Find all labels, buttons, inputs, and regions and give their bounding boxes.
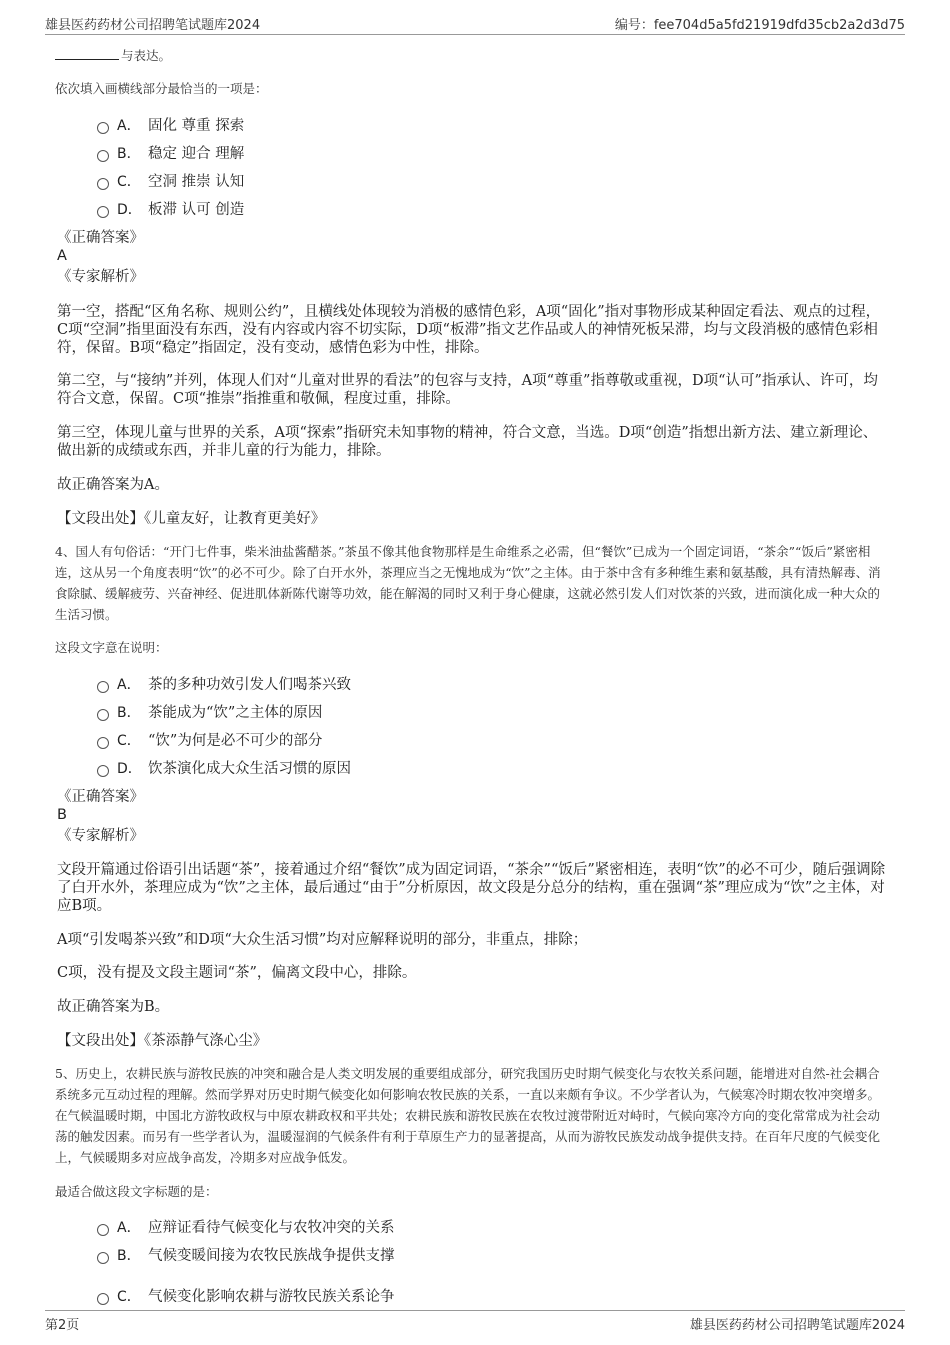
option-text: “饮”为何是必不可少的部分 <box>148 733 323 749</box>
option-letter: B． <box>117 146 141 162</box>
option-text: 气候变化影响农耕与游牧民族关系论争 <box>148 1289 395 1305</box>
q3-source: 【文段出处】《儿童友好，让教育更美好》 <box>57 511 326 527</box>
option-letter: A． <box>117 1220 141 1236</box>
option-text: 固化 尊重 探索 <box>148 118 245 134</box>
radio-icon[interactable] <box>97 737 109 749</box>
option-letter: C． <box>117 1289 141 1305</box>
radio-icon[interactable] <box>97 150 109 162</box>
header-title: 雄县医药药材公司招聘笔试题库2024 <box>45 18 261 33</box>
q4-analysis-p2: A项“引发喝茶兴致”和D项“大众生活习惯”均对应解释说明的部分，非重点，排除； <box>57 932 588 948</box>
option-letter: C． <box>117 174 141 190</box>
radio-icon[interactable] <box>97 765 109 777</box>
q5-prompt: 最适合做这段文字标题的是： <box>55 1184 218 1199</box>
q3-answer: A <box>57 248 67 264</box>
radio-icon[interactable] <box>97 206 109 218</box>
q3-analysis-p4: 故正确答案为A。 <box>57 477 169 493</box>
q3-answer-label: 《正确答案》 <box>57 230 144 246</box>
option-text: 空洞 推崇 认知 <box>148 174 245 190</box>
q4-analysis-p1: 文段开篇通过俗语引出话题“茶”，接着通过介绍“餐饮”成为固定词语，“茶余”“饭后”紧密相连，表明“饮”的必不可少，随后强调除了白开水外，茶理应成为“饮”之主体，最后通过“由于”分析原因，故文段是分总分的结构，重在强调“茶”理应成为“饮”之主体，对应B项。 <box>57 862 886 914</box>
q4-prompt: 这段文字意在说明： <box>55 640 168 655</box>
radio-icon[interactable] <box>97 1224 109 1236</box>
footer-title: 雄县医药药材公司招聘笔试题库2024 <box>689 1318 905 1333</box>
radio-icon[interactable] <box>97 178 109 190</box>
option-text: 饮茶演化成大众生活习惯的原因 <box>148 761 351 777</box>
q3-analysis-p2: 第二空，与“接纳”并列，体现人们对“儿童对世界的看法”的包容与支持，A项“尊重”指尊敬或重视，D项“认可”指承认、许可，均符合文意，保留。C项“推崇”指推重和敬佩，程度过重，排除。 <box>57 373 878 407</box>
q3-tail-text: 与表达。 <box>121 48 172 63</box>
q4-analysis-label: 《专家解析》 <box>57 828 144 844</box>
option-letter: B． <box>117 705 141 721</box>
page-number: 第2页 <box>45 1318 80 1333</box>
option-text: 气候变暖间接为农牧民族战争提供支撑 <box>148 1248 395 1264</box>
q4-stem: 4、国人有句俗话：“开门七件事，柴米油盐酱醋茶。”茶虽不像其他食物那样是生命维系之必需，但“餐饮”已成为一个固定词语，“茶余”“饭后”紧密相连，这从另一个角度表明“饮”的必不可少。除了白开水外，茶理应当之无愧地成为“饮”之主体。由于茶中含有多种维生素和氨基酸，具有清热解毒、消食除腻、缓解疲劳、兴奋神经、促进肌体新陈代谢等功效，能在解渴的同时又利于身心健康，这就必然引发人们对饮茶的兴致，进而演化成一种大众的生活习惯。 <box>55 544 881 622</box>
option-text: 稳定 迎合 理解 <box>148 146 245 162</box>
radio-icon[interactable] <box>97 709 109 721</box>
header-divider <box>45 34 905 35</box>
q4-analysis-p3: C项，没有提及文段主题词“茶”，偏离文段中心，排除。 <box>57 965 417 981</box>
option-letter: B． <box>117 1248 141 1264</box>
option-letter: A． <box>117 677 141 693</box>
radio-icon[interactable] <box>97 681 109 693</box>
option-letter: A． <box>117 118 141 134</box>
option-text: 应辩证看待气候变化与农牧冲突的关系 <box>148 1220 395 1236</box>
option-letter: D． <box>117 202 142 218</box>
document-id: 编号：fee704d5a5fd21919dfd35cb2a2d3d75 <box>614 18 905 33</box>
option-text: 板滞 认可 创造 <box>148 202 245 218</box>
option-text: 茶的多种功效引发人们喝茶兴致 <box>148 677 351 693</box>
footer-divider <box>45 1310 905 1311</box>
q4-answer-label: 《正确答案》 <box>57 789 144 805</box>
q4-analysis-p4: 故正确答案为B。 <box>57 999 170 1015</box>
q3-analysis-p1: 第一空，搭配“区角名称、规则公约”，且横线处体现较为消极的感情色彩，A项“固化”指对事物形成某种固定看法、观点的过程，C项“空洞”指里面没有东西，没有内容或内容不切实际，D项“板滞”指文艺作品或人的神情死板呆滞，均与文段消极的感情色彩相符，保留。B项“稳定”指固定，没有变动，感情色彩为中性，排除。 <box>57 304 881 356</box>
q3-analysis-label: 《专家解析》 <box>57 269 144 285</box>
q4-source: 【文段出处】《茶添静气涤心尘》 <box>57 1033 268 1049</box>
q3-analysis-p3: 第三空，体现儿童与世界的关系，A项“探索”指研究未知事物的精神，符合文意，当选。D项“创造”指想出新方法、建立新理论、做出新的成绩或东西，并非儿童的行为能力，排除。 <box>57 425 878 459</box>
radio-icon[interactable] <box>97 122 109 134</box>
q3-stem-tail <box>55 46 171 64</box>
q3-prompt: 依次填入画横线部分最恰当的一项是： <box>55 81 268 96</box>
q4-answer: B <box>57 807 67 823</box>
option-text: 茶能成为“饮”之主体的原因 <box>148 705 323 721</box>
option-letter: C． <box>117 733 141 749</box>
radio-icon[interactable] <box>97 1252 109 1264</box>
radio-icon[interactable] <box>97 1293 109 1305</box>
q5-stem: 5、历史上，农耕民族与游牧民族的冲突和融合是人类文明发展的重要组成部分，研究我国历史时期气候变化与农牧关系问题，能增进对自然-社会耦合系统多元互动过程的理解。然而学界对历史时期气候变化如何影响农牧民族的关系，一直以来颇有争议。不少学者认为，气候寒冷时期农牧冲突增多。在气候温暖时期，中国北方游牧政权与中原农耕政权和平共处；农耕民族和游牧民族在农牧过渡带附近对峙时，气候向寒冷方向的变化常常成为社会动荡的触发因素。而另有一些学者认为，温暖湿润的气候条件有利于草原生产力的显著提高，从而为游牧民族发动战争提供支持。在百年尺度的气候变化上，气候暖期多对应战争高发，冷期多对应战争低发。 <box>55 1066 881 1165</box>
option-letter: D． <box>117 761 142 777</box>
blank-line <box>55 47 119 60</box>
